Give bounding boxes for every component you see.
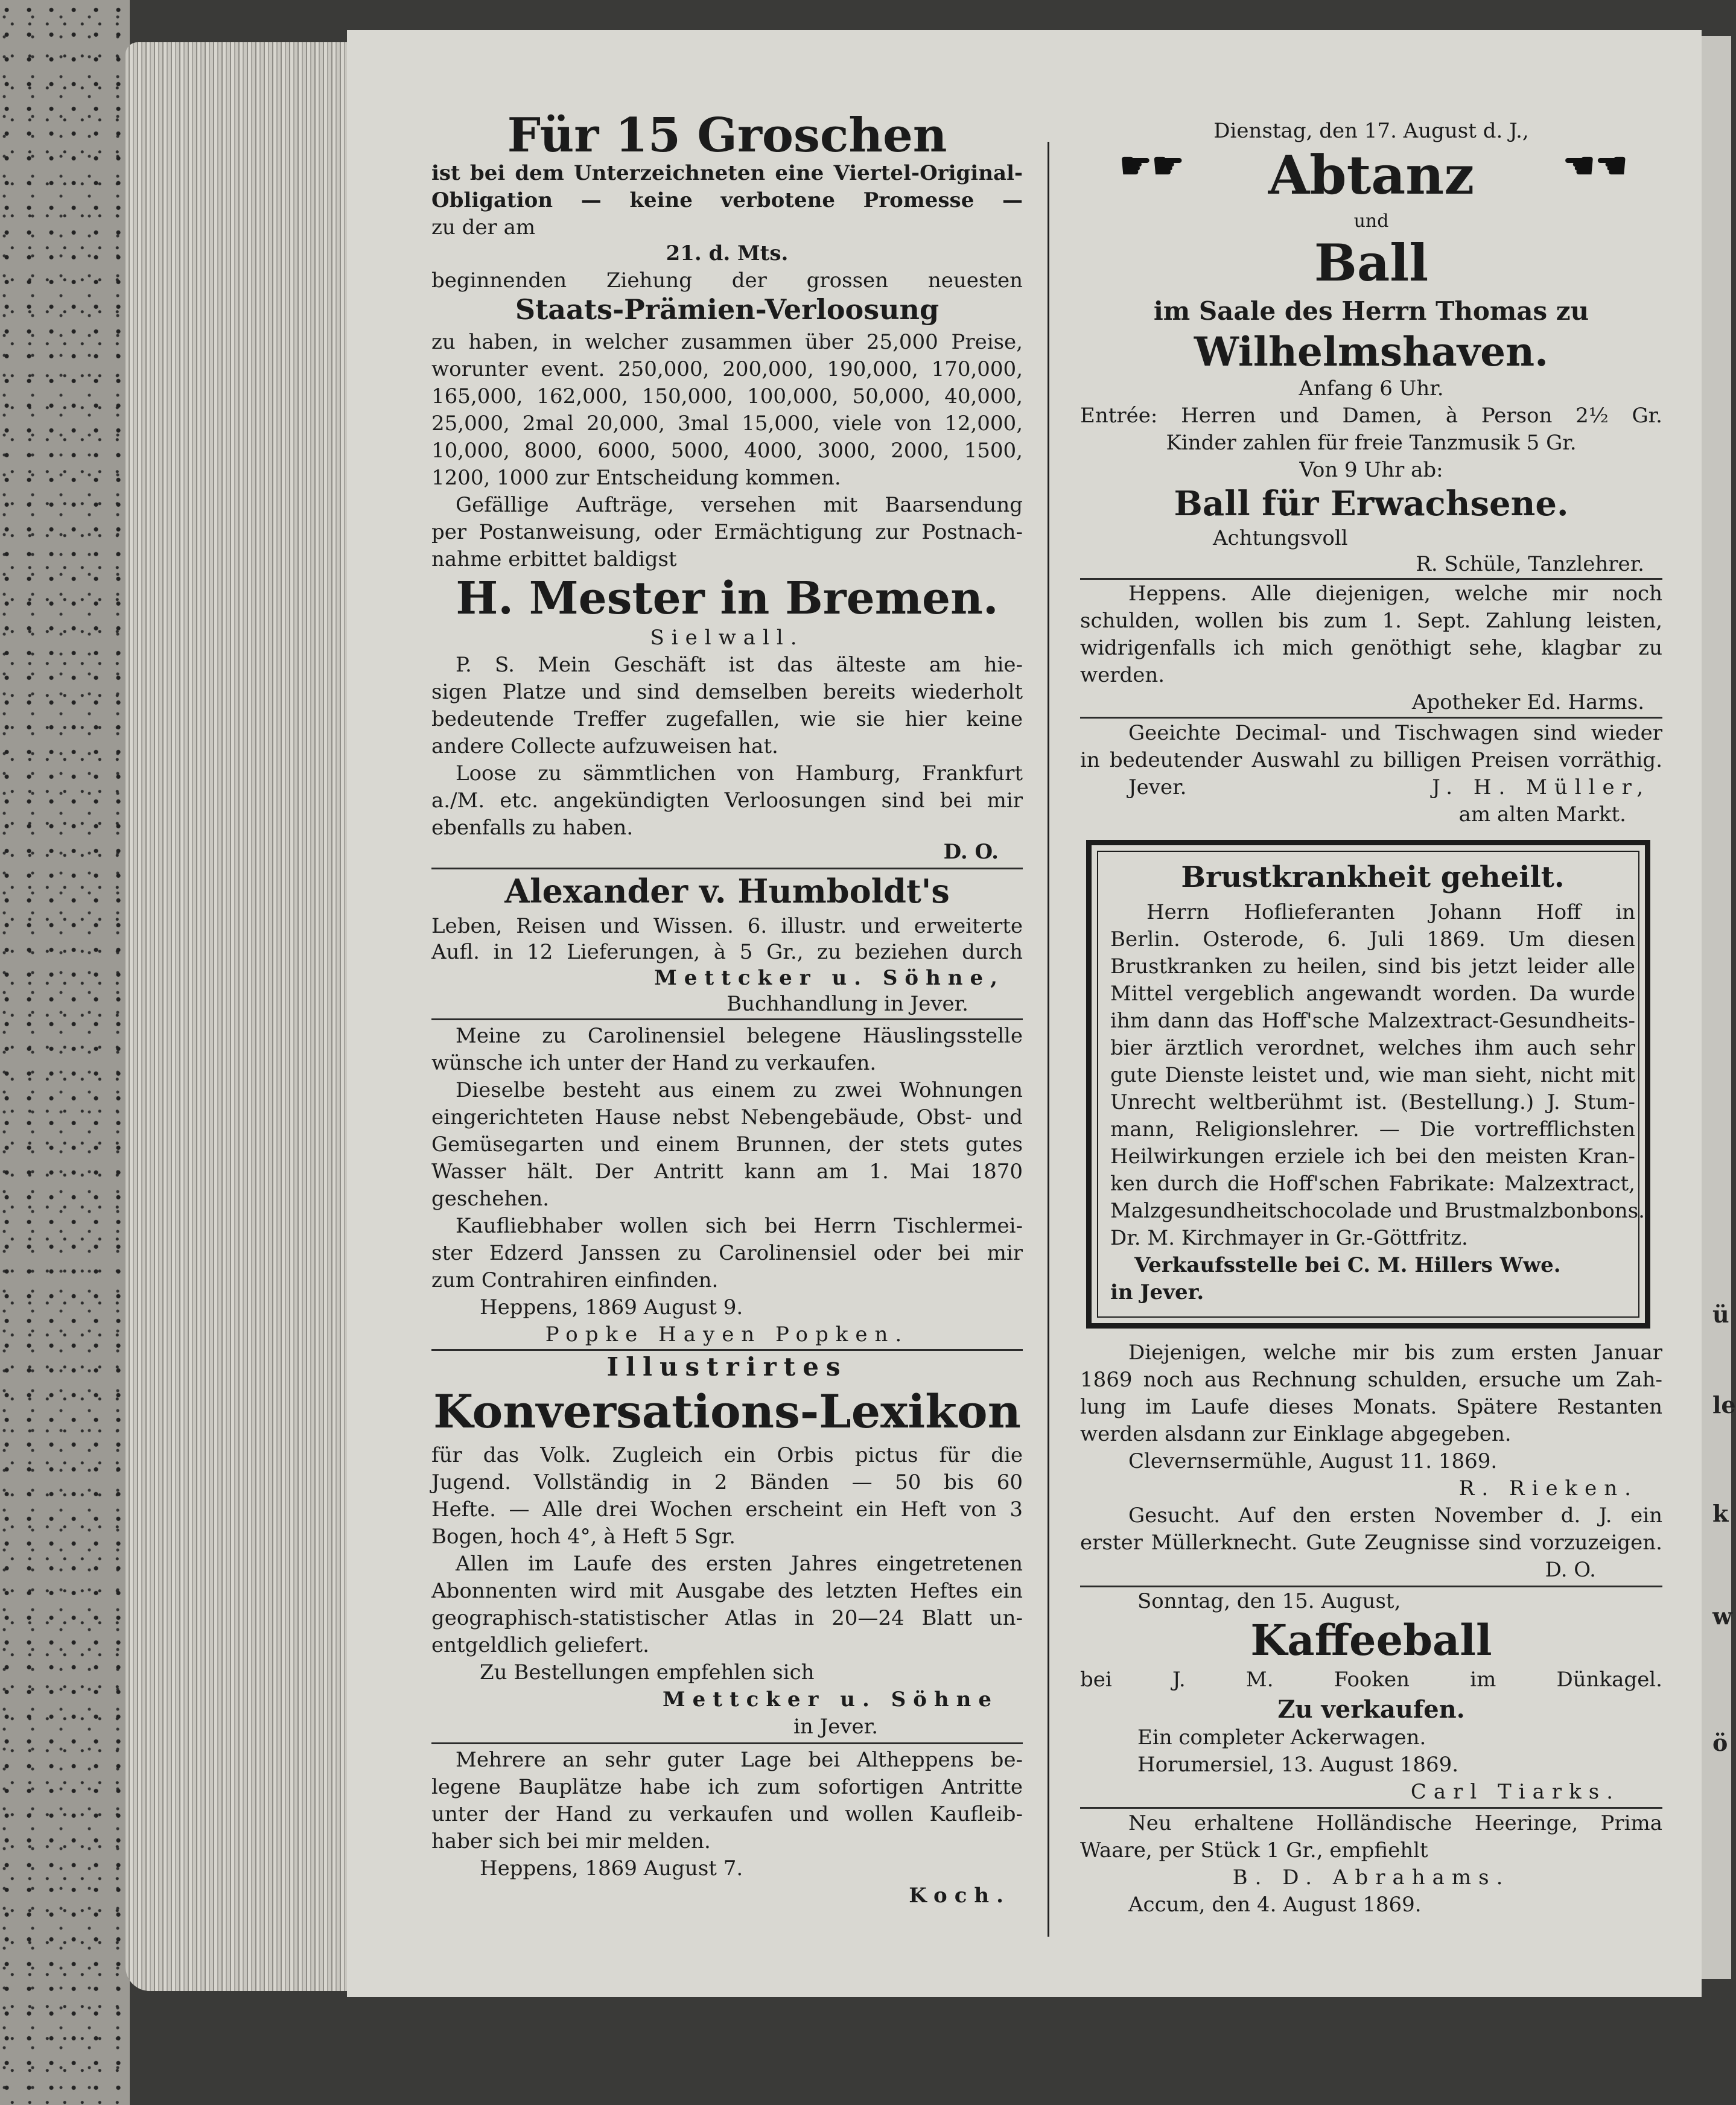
ad-date: Dienstag, den 17. August d. J.,: [1213, 119, 1529, 143]
ad-signature: R. Schüle, Tanzlehrer.: [1416, 552, 1644, 576]
ad-line: Gefällige Aufträge, versehen mit Baarsendung: [456, 493, 1023, 517]
ad-signature: B. D. Abrahams.: [1232, 1865, 1510, 1890]
ad-place: Jever.: [1128, 775, 1187, 799]
boxed-ad-title: Brustkrankheit geheilt.: [1181, 860, 1565, 894]
ad-line: Geeichte Decimal- und Tischwagen sind wieder: [1128, 721, 1662, 745]
ad-title: Für 15 Groschen: [507, 108, 947, 163]
ad-line: zu der am: [431, 215, 536, 240]
column-divider: [1048, 142, 1049, 1937]
ad-line: Waare, per Stück 1 Gr., empfiehlt: [1080, 1838, 1428, 1862]
boxed-ad-line: in Jever.: [1110, 1280, 1204, 1304]
margin-letter: w: [1712, 1602, 1732, 1630]
ad-ball-adults: Ball für Erwachsene.: [1174, 484, 1569, 524]
margin-letter: ü: [1712, 1301, 1729, 1328]
ad-ball: Ball: [1314, 233, 1429, 293]
ad-line: Dieselbe besteht aus einem zu zwei Wohnungen: [456, 1078, 1023, 1102]
ad-firm-name: H. Mester in Bremen.: [456, 573, 999, 624]
ad-line: entgeldlich geliefert.: [431, 1633, 649, 1657]
ad-signature: Apotheker Ed. Harms.: [1411, 690, 1644, 714]
ad-line: Ein completer Ackerwagen.: [1137, 1726, 1426, 1750]
ad-line: 165,000, 162,000, 150,000, 100,000, 50,000, 40,000,: [431, 384, 1023, 408]
ad-street: Sielwall.: [650, 626, 804, 650]
boxed-ad-line: bier ärztlich verordnet, welches ihm auch sehr: [1110, 1036, 1635, 1060]
ad-ps-line: Loose zu sämmtlichen von Hamburg, Frankfurt: [456, 761, 1023, 786]
ad-line: werden.: [1080, 663, 1165, 687]
ad-line: unter der Hand zu verkaufen und wollen Kaufleib-: [431, 1802, 1023, 1826]
boxed-ad-line: Mittel vergeblich angewandt worden. Da wurde: [1110, 982, 1635, 1006]
ad-regards: Achtungsvoll: [1213, 526, 1348, 550]
ad-line: Aufl. in 12 Lieferungen, à 5 Gr., zu beziehen durch: [431, 940, 1023, 964]
ad-line: wünsche ich unter der Hand zu verkaufen.: [431, 1051, 877, 1075]
pointing-hand-icon: ☚☚: [1563, 145, 1628, 187]
ad-seller: Mettcker u. Söhne,: [654, 966, 1005, 990]
ad-from9: Von 9 Uhr ab:: [1299, 458, 1443, 482]
margin-letter: ö: [1712, 1729, 1728, 1756]
ad-line: ist bei dem Unterzeichneten eine Viertel-Original-: [431, 161, 1023, 185]
ad-line: 1869 noch aus Rechnung schulden, ersuche um Zah-: [1080, 1368, 1662, 1392]
ad-line: Staats-Prämien-Verloosung: [515, 293, 940, 326]
ad-line: Obligation — keine verbotene Promesse —: [431, 188, 1023, 212]
ad-signature-2: am alten Markt.: [1458, 802, 1626, 827]
ad-line: Heppens, 1869 August 9.: [480, 1295, 743, 1319]
ad-line: geographisch-statistischer Atlas in 20—24 Blatt un-: [431, 1606, 1023, 1630]
ad-line: lung im Laufe dieses Monats. Spätere Restanten: [1080, 1395, 1662, 1419]
boxed-ad-line: Herrn Hoflieferanten Johann Hoff in: [1146, 900, 1635, 924]
ad-seller-2: Buchhandlung in Jever.: [727, 992, 968, 1016]
boxed-ad-line: Dr. M. Kirchmayer in Gr.-Göttfritz.: [1110, 1226, 1468, 1250]
ad-city: Wilhelmshaven.: [1194, 328, 1549, 375]
boxed-ad-line: ihm dann das Hoff'sche Malzextract-Gesundheits-: [1110, 1009, 1635, 1033]
ad-venue: im Saale des Herrn Thomas zu: [1153, 296, 1589, 326]
page-background: [0, 0, 130, 2105]
ad-signature: D. O.: [943, 840, 999, 864]
ad-line: 1200, 1000 zur Entscheidung kommen.: [431, 466, 841, 490]
ad-ps-line: ebenfalls zu haben.: [431, 816, 634, 840]
ad-line: Mehrere an sehr guter Lage bei Altheppens be-: [456, 1748, 1023, 1772]
ad-ps-line: sigen Platze und sind demselben bereits wiederholt: [431, 680, 1023, 704]
ad-line: erster Müllerknecht. Gute Zeugnisse sind vorzuzeigen.: [1080, 1531, 1662, 1555]
ad-line: Zu Bestellungen empfehlen sich: [480, 1660, 815, 1684]
ad-line: Gemüsegarten und einem Brunnen, der stets gutes: [431, 1132, 1023, 1157]
ad-line: beginnenden Ziehung der grossen neuesten: [431, 268, 1023, 293]
ad-kicker: Illustrirtes: [606, 1352, 848, 1382]
ad-entree: Entrée: Herren und Damen, à Person 2½ Gr.: [1080, 404, 1662, 428]
ad-line: Wasser hält. Der Antritt kann am 1. Mai 1870: [431, 1160, 1023, 1184]
book-page-edges: [126, 42, 355, 1991]
ad-line: 21. d. Mts.: [666, 241, 789, 265]
boxed-ad-line: mann, Religionslehrer. — Die vortrefflichsten: [1110, 1117, 1635, 1141]
ad-line: Clevernsermühle, August 11. 1869.: [1128, 1449, 1498, 1473]
ad-line: in bedeutender Auswahl zu billigen Preisen vorräthig.: [1080, 748, 1662, 772]
ad-line: Neu erhaltene Holländische Heeringe, Prima: [1128, 1811, 1662, 1835]
boxed-ad-line: Unrecht weltberühmt ist. (Bestellung.) J. Stum-: [1110, 1090, 1635, 1114]
ad-separator: [1080, 1807, 1662, 1809]
ad-line: Bogen, hoch 4°, à Heft 5 Sgr.: [431, 1525, 736, 1549]
ad-line: widrigenfalls ich mich genöthigt sehe, klagbar zu: [1080, 636, 1662, 660]
ad-signature: J. H. Müller,: [1432, 775, 1650, 799]
ad-line: für das Volk. Zugleich ein Orbis pictus für die: [431, 1443, 1023, 1467]
ad-line: eingerichteten Hause nebst Nebengebäude, Obst- und: [431, 1105, 1023, 1129]
ad-ps-line: andere Collecte aufzuweisen hat.: [431, 734, 778, 758]
ad-line: ster Edzerd Janssen zu Carolinensiel oder bei mir: [431, 1241, 1023, 1265]
ad-place: Horumersiel, 13. August 1869.: [1137, 1753, 1459, 1777]
ad-line: zum Contrahiren einfinden.: [431, 1268, 719, 1292]
ad-separator: [1080, 1586, 1662, 1587]
right-column-lower: [1080, 0, 1662, 1991]
ad-title: Kaffeeball: [1250, 1615, 1492, 1665]
facing-page-strip: [1702, 36, 1731, 1979]
ad-title: Konversations-Lexikon: [433, 1385, 1021, 1438]
margin-letter: le: [1712, 1391, 1736, 1418]
ad-date: Sonntag, den 15. August,: [1137, 1589, 1401, 1613]
ad-ps-line: bedeutende Treffer zugefallen, wie sie hier keine: [431, 707, 1023, 731]
pointing-hand-icon: ☛☛: [1119, 145, 1184, 187]
ad-line: Diejenigen, welche mir bis zum ersten Januar: [1128, 1341, 1662, 1365]
ad-line: werden alsdann zur Einklage abgegeben.: [1080, 1422, 1512, 1446]
ad-signature: Carl Tiarks.: [1410, 1780, 1620, 1804]
ad-signature: Koch.: [909, 1884, 1011, 1908]
ad-host: bei J. M. Fooken im Dünkagel.: [1080, 1668, 1662, 1692]
ad-line: nahme erbittet baldigst: [431, 547, 677, 571]
ad-line: per Postanweisung, oder Ermächtigung zur Postnach-: [431, 520, 1023, 544]
ad-title: Abtanz: [1268, 144, 1475, 206]
ad-line: Heppens. Alle diejenigen, welche mir noch: [1128, 582, 1662, 606]
ad-seller-2: in Jever.: [793, 1715, 878, 1739]
boxed-ad-line: gute Dienste leistet und, wie man sieht, nicht mit: [1110, 1063, 1635, 1087]
ad-line: Heppens, 1869 August 7.: [480, 1856, 743, 1881]
ad-line: Leben, Reisen und Wissen. 6. illustr. und erweiterte: [431, 914, 1023, 938]
ad-line: Meine zu Carolinensiel belegene Häuslingsstelle: [456, 1024, 1023, 1048]
ad-line: 25,000, 2mal 20,000, 3mal 15,000, viele von 12,000,: [431, 411, 1023, 436]
ad-line: Kaufliebhaber wollen sich bei Herrn Tischlermei-: [456, 1214, 1023, 1238]
boxed-ad-line: Malzgesundheitschocolade und Brustmalzbonbons.: [1110, 1199, 1645, 1223]
ad-line: schulden, wollen bis zum 1. Sept. Zahlung leisten,: [1080, 609, 1662, 633]
ad-line: Gesucht. Auf den ersten November d. J. ein: [1128, 1503, 1662, 1528]
ad-separator: [431, 868, 1023, 869]
ad-line: haber sich bei mir melden.: [431, 1829, 711, 1853]
boxed-ad-line: ken durch die Hoff'schen Fabrikate: Malzextract,: [1110, 1172, 1635, 1196]
boxed-ad-line: Brustkranken zu heilen, sind bis jetzt leider alle: [1110, 954, 1635, 979]
ad-line: 10,000, 8000, 6000, 5000, 4000, 3000, 2000, 1500,: [431, 439, 1023, 463]
ad-line: zu haben, in welcher zusammen über 25,000 Preise,: [431, 330, 1023, 354]
ad-line: Abonnenten wird mit Ausgabe des letzten Heftes ein: [431, 1579, 1023, 1603]
ad-ps-line: P. S. Mein Geschäft ist das älteste am hie-: [456, 653, 1023, 677]
boxed-ad-line: Heilwirkungen erziele ich bei den meisten Kran-: [1110, 1145, 1635, 1169]
ad-separator: [431, 1742, 1023, 1744]
boxed-ad-line: Verkaufsstelle bei C. M. Hillers Wwe.: [1134, 1253, 1561, 1277]
ad-line: worunter event. 250,000, 200,000, 190,000, 170,000,: [431, 357, 1023, 381]
ad-line: legene Bauplätze habe ich zum sofortigen Antritte: [431, 1775, 1023, 1799]
ad-title: Zu verkaufen.: [1277, 1695, 1465, 1724]
ad-signature: R. Rieken.: [1458, 1476, 1638, 1500]
ad-line: Allen im Laufe des ersten Jahres eingetretenen: [456, 1552, 1023, 1576]
ad-und: und: [1353, 211, 1389, 232]
ad-title: Alexander v. Humboldt's: [504, 872, 950, 910]
ad-ps-line: a./M. etc. angekündigten Verloosungen sind bei mir: [431, 789, 1023, 813]
ad-line: Jugend. Vollständig in 2 Bänden — 50 bis 60: [431, 1470, 1023, 1494]
ad-place: Accum, den 4. August 1869.: [1128, 1893, 1422, 1917]
left-column: [431, 0, 1023, 1991]
ad-start: Anfang 6 Uhr.: [1299, 376, 1444, 401]
ad-signature: D. O.: [1545, 1558, 1596, 1582]
ad-separator: [431, 1018, 1023, 1020]
ad-line: Hefte. — Alle drei Wochen erscheint ein Heft von 3: [431, 1497, 1023, 1522]
margin-letter: k: [1712, 1500, 1729, 1527]
ad-seller: Mettcker u. Söhne: [662, 1687, 999, 1712]
ad-signature: Popke Hayen Popken.: [545, 1322, 909, 1347]
ad-line: geschehen.: [431, 1187, 550, 1211]
ad-separator: [431, 1349, 1023, 1351]
boxed-ad-line: Berlin. Osterode, 6. Juli 1869. Um diesen: [1110, 927, 1635, 951]
ad-entree-2: Kinder zahlen für freie Tanzmusik 5 Gr.: [1166, 431, 1577, 455]
